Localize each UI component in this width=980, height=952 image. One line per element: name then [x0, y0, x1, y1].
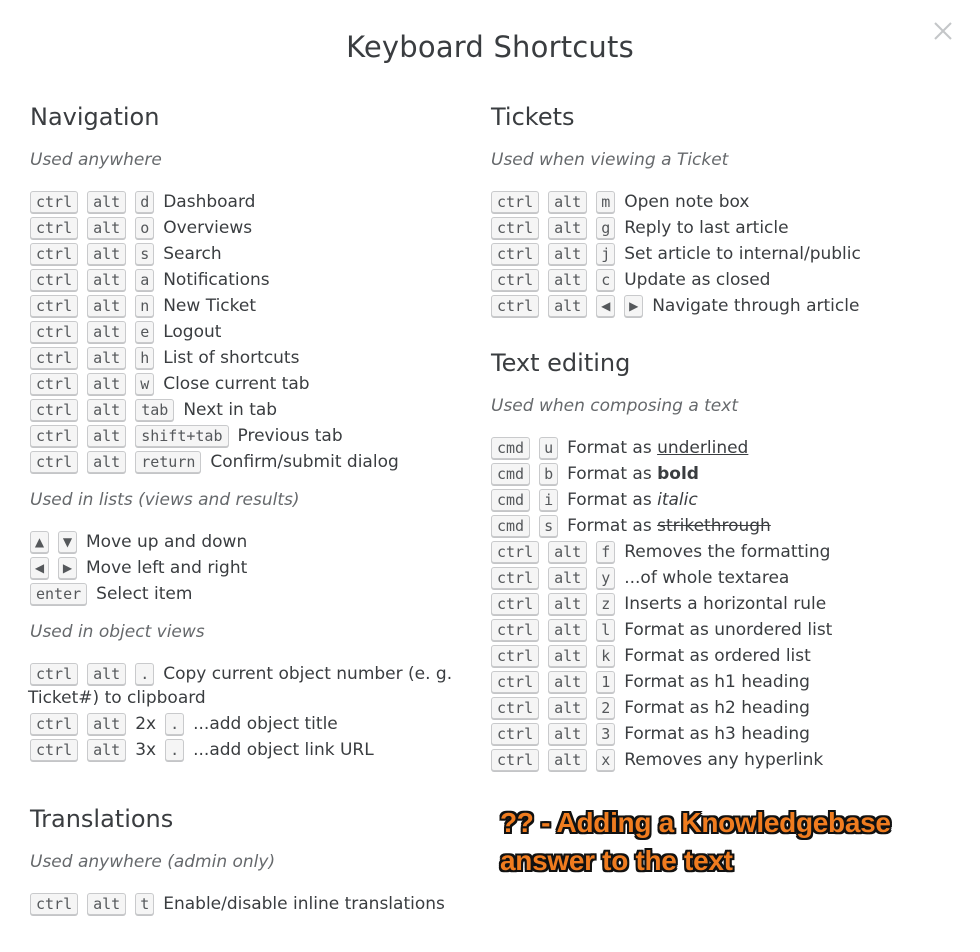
key-ctrl: ctrl — [491, 191, 539, 213]
shortcut-row — [491, 435, 961, 461]
key-ctrl: ctrl — [30, 295, 78, 317]
key-ctrl: ctrl — [491, 567, 539, 589]
key-alt: alt — [548, 295, 587, 317]
right-column — [491, 99, 961, 773]
format-prefix: Format as — [567, 464, 658, 484]
key-left: ◀ — [596, 295, 615, 317]
shortcut-row — [30, 423, 470, 449]
left-column — [30, 99, 470, 763]
key-down: ▼ — [58, 531, 77, 553]
key-ctrl: ctrl — [491, 295, 539, 317]
shortcut-row — [491, 721, 961, 747]
key-letter: o — [135, 217, 154, 239]
key-ctrl: ctrl — [491, 723, 539, 745]
tickets-heading: Tickets — [491, 103, 575, 131]
shortcut-desc: Confirm/submit dialog — [210, 452, 399, 472]
key-ctrl: ctrl — [30, 451, 78, 473]
key-letter: m — [596, 191, 615, 213]
close-icon[interactable] — [930, 18, 956, 44]
key-right: ▶ — [624, 295, 643, 317]
key-alt: alt — [87, 893, 126, 915]
key-alt: alt — [548, 541, 587, 563]
shortcut-row — [491, 617, 961, 643]
key-letter: s — [135, 243, 154, 265]
key-alt: alt — [87, 295, 126, 317]
key-ctrl: ctrl — [30, 399, 78, 421]
key-alt: alt — [548, 567, 587, 589]
key-alt: alt — [87, 217, 126, 239]
annotation-note — [500, 804, 960, 880]
key-alt: alt — [87, 321, 126, 343]
key-letter: u — [539, 437, 558, 459]
key-letter: b — [539, 463, 558, 485]
shortcut-desc: Format as h1 heading — [624, 672, 810, 692]
annotation-line-2: answer to the text — [500, 845, 733, 876]
translations-heading: Translations — [30, 805, 174, 833]
key-letter: z — [596, 593, 615, 615]
key-letter: s — [539, 515, 558, 537]
key-letter: a — [135, 269, 154, 291]
key-alt: alt — [87, 739, 126, 761]
shortcut-desc: ...add object link URL — [193, 740, 374, 760]
key-alt: alt — [548, 243, 587, 265]
object-views-label: Used in object views — [30, 622, 205, 642]
key-alt: alt — [87, 269, 126, 291]
key-letter: 1 — [596, 671, 615, 693]
shortcut-desc: Logout — [163, 322, 222, 342]
key-letter: w — [135, 373, 154, 395]
shortcut-row — [491, 487, 961, 513]
shortcut-row — [491, 539, 961, 565]
format-shortcut-list — [491, 435, 961, 539]
shortcut-desc: Removes the formatting — [624, 542, 831, 562]
format-sample: bold — [657, 464, 699, 484]
key-alt: alt — [548, 593, 587, 615]
dialog-title: Keyboard Shortcuts — [346, 30, 634, 64]
key-ctrl: ctrl — [30, 893, 78, 915]
translations-label: Used anywhere (admin only) — [30, 852, 276, 872]
shortcut-row — [491, 695, 961, 721]
key-tab: tab — [135, 399, 174, 421]
shortcut-row — [491, 293, 961, 319]
shortcut-desc: Open note box — [624, 192, 750, 212]
key-ctrl: ctrl — [491, 671, 539, 693]
key-ctrl: ctrl — [491, 645, 539, 667]
key-alt: alt — [87, 191, 126, 213]
key-alt: alt — [548, 749, 587, 771]
format-sample: italic — [657, 490, 698, 510]
shortcut-desc: Format as h3 heading — [624, 724, 810, 744]
key-right: ▶ — [58, 557, 77, 579]
key-return: return — [135, 451, 201, 473]
shortcut-row — [30, 189, 470, 215]
shortcut-row — [491, 267, 961, 293]
key-letter: x — [596, 749, 615, 771]
key-alt: alt — [548, 723, 587, 745]
key-alt: alt — [548, 671, 587, 693]
shortcut-row — [30, 581, 470, 607]
navigation-shortcut-list — [30, 189, 470, 475]
shortcut-desc: Format as ordered list — [624, 646, 811, 666]
key-ctrl: ctrl — [30, 739, 78, 761]
key-t: t — [135, 893, 154, 915]
shortcut-row — [491, 669, 961, 695]
key-alt: alt — [548, 191, 587, 213]
key-left: ◀ — [30, 557, 49, 579]
shortcut-row — [491, 643, 961, 669]
text-editing-label: Used when composing a text — [491, 396, 738, 416]
key-alt: alt — [548, 269, 587, 291]
key-ctrl: ctrl — [30, 191, 78, 213]
format-prefix: Format as — [567, 490, 658, 510]
shortcut-desc: Enable/disable inline translations — [163, 894, 445, 914]
shortcut-row — [491, 513, 961, 539]
key-ctrl: ctrl — [491, 269, 539, 291]
text-editing-shortcut-list — [491, 539, 961, 773]
key-cmd: cmd — [491, 489, 530, 511]
shortcut-desc: Previous tab — [237, 426, 343, 446]
key-letter: k — [596, 645, 615, 667]
key-letter: e — [135, 321, 154, 343]
key-ctrl: ctrl — [491, 697, 539, 719]
key-period: . — [165, 713, 184, 735]
repeat-count: 2x — [135, 714, 157, 734]
key-letter: d — [135, 191, 154, 213]
key-alt: alt — [87, 399, 126, 421]
close-icon-glyph — [930, 18, 956, 44]
shortcut-desc: Move up and down — [86, 532, 248, 552]
shortcut-row — [491, 461, 961, 487]
shortcut-desc: Next in tab — [183, 400, 278, 420]
key-cmd: cmd — [491, 515, 530, 537]
format-prefix: Format as — [567, 516, 658, 536]
key-period: . — [165, 739, 184, 761]
shortcut-row — [30, 529, 470, 555]
shortcut-row — [30, 345, 470, 371]
key-ctrl: ctrl — [30, 243, 78, 265]
shortcut-desc: Overviews — [163, 218, 253, 238]
shortcut-desc: Format as h2 heading — [624, 698, 810, 718]
key-alt: alt — [87, 425, 126, 447]
shortcut-desc — [567, 490, 698, 510]
shortcut-row — [491, 747, 961, 773]
key-alt: alt — [548, 645, 587, 667]
shortcut-desc: Move left and right — [86, 558, 248, 578]
shortcut-desc: ...of whole textarea — [624, 568, 790, 588]
key-alt: alt — [548, 217, 587, 239]
shortcut-row — [30, 449, 470, 475]
key-period: . — [135, 663, 154, 685]
key-ctrl: ctrl — [491, 541, 539, 563]
tickets-shortcut-list — [491, 189, 961, 293]
key-alt: alt — [87, 243, 126, 265]
key-alt: alt — [87, 451, 126, 473]
shortcut-desc: Inserts a horizontal rule — [624, 594, 827, 614]
shortcut-desc: List of shortcuts — [163, 348, 300, 368]
key-ctrl: ctrl — [30, 425, 78, 447]
key-alt: alt — [87, 713, 126, 735]
key-letter: y — [596, 567, 615, 589]
key-ctrl: ctrl — [30, 321, 78, 343]
key-ctrl: ctrl — [30, 269, 78, 291]
key-ctrl: ctrl — [491, 243, 539, 265]
format-prefix: Format as — [567, 438, 658, 458]
lists-label: Used in lists (views and results) — [30, 490, 300, 510]
key-enter: enter — [30, 583, 87, 605]
shortcut-desc: Copy current object number (e. g. — [163, 664, 453, 684]
key-alt: alt — [548, 697, 587, 719]
navigation-anywhere-label: Used anywhere — [30, 150, 162, 170]
shortcut-row — [491, 241, 961, 267]
shortcut-desc: Navigate through article — [652, 296, 860, 316]
translations-section — [30, 801, 470, 917]
key-alt: alt — [87, 663, 126, 685]
shortcut-row — [30, 267, 470, 293]
key-ctrl: ctrl — [491, 749, 539, 771]
tickets-label: Used when viewing a Ticket — [491, 150, 729, 170]
navigation-heading: Navigation — [30, 103, 160, 131]
shortcut-desc: Search — [163, 244, 222, 264]
shortcut-desc-continued: Ticket#) to clipboard — [28, 688, 206, 708]
key-ctrl: ctrl — [30, 217, 78, 239]
shortcut-desc: Removes any hyperlink — [624, 750, 824, 770]
key-ctrl: ctrl — [30, 663, 78, 685]
key-letter: i — [539, 489, 558, 511]
shortcut-row — [491, 189, 961, 215]
key-letter: f — [596, 541, 615, 563]
key-alt: alt — [548, 619, 587, 641]
key-ctrl: ctrl — [491, 593, 539, 615]
shortcut-row — [30, 555, 470, 581]
text-editing-heading: Text editing — [491, 349, 631, 377]
shortcut-row — [491, 215, 961, 241]
shortcut-desc: Notifications — [163, 270, 270, 290]
key-letter: l — [596, 619, 615, 641]
shortcut-row — [30, 891, 470, 917]
key-alt: alt — [87, 347, 126, 369]
key-ctrl: ctrl — [30, 713, 78, 735]
shortcut-row — [491, 565, 961, 591]
shortcut-row — [30, 661, 470, 687]
shortcut-row — [491, 591, 961, 617]
key-letter: 3 — [596, 723, 615, 745]
shortcut-desc: Format as unordered list — [624, 620, 833, 640]
shortcut-desc: Reply to last article — [624, 218, 789, 238]
shortcut-row — [30, 293, 470, 319]
shortcut-desc — [567, 516, 771, 536]
shortcut-row — [30, 397, 470, 423]
shortcut-desc: Update as closed — [624, 270, 771, 290]
shortcut-desc: Select item — [96, 584, 193, 604]
key-cmd: cmd — [491, 463, 530, 485]
key-ctrl: ctrl — [30, 347, 78, 369]
key-ctrl: ctrl — [491, 217, 539, 239]
key-alt: alt — [87, 373, 126, 395]
key-letter: j — [596, 243, 615, 265]
shortcut-row — [30, 711, 470, 737]
shortcut-desc: New Ticket — [163, 296, 256, 316]
shortcut-desc: Dashboard — [163, 192, 256, 212]
key-shift-tab: shift+tab — [135, 425, 228, 447]
shortcut-row — [30, 737, 470, 763]
shortcut-row — [30, 215, 470, 241]
annotation-line-1: ?? - Adding a Knowledgebase — [500, 807, 891, 838]
key-up: ▲ — [30, 531, 49, 553]
key-cmd: cmd — [491, 437, 530, 459]
key-ctrl: ctrl — [491, 619, 539, 641]
shortcut-desc — [567, 438, 748, 458]
repeat-count: 3x — [135, 740, 157, 760]
shortcut-row — [30, 319, 470, 345]
key-letter: c — [596, 269, 615, 291]
shortcut-row — [30, 371, 470, 397]
format-sample: strikethrough — [657, 516, 771, 536]
key-letter: n — [135, 295, 154, 317]
key-letter: h — [135, 347, 154, 369]
format-sample: underlined — [657, 438, 749, 458]
shortcut-desc: Set article to internal/public — [624, 244, 861, 264]
key-ctrl: ctrl — [30, 373, 78, 395]
key-letter: 2 — [596, 697, 615, 719]
shortcut-row — [30, 241, 470, 267]
key-letter: g — [596, 217, 615, 239]
shortcut-desc — [567, 464, 699, 484]
shortcut-desc: Close current tab — [163, 374, 310, 394]
shortcut-desc: ...add object title — [193, 714, 338, 734]
